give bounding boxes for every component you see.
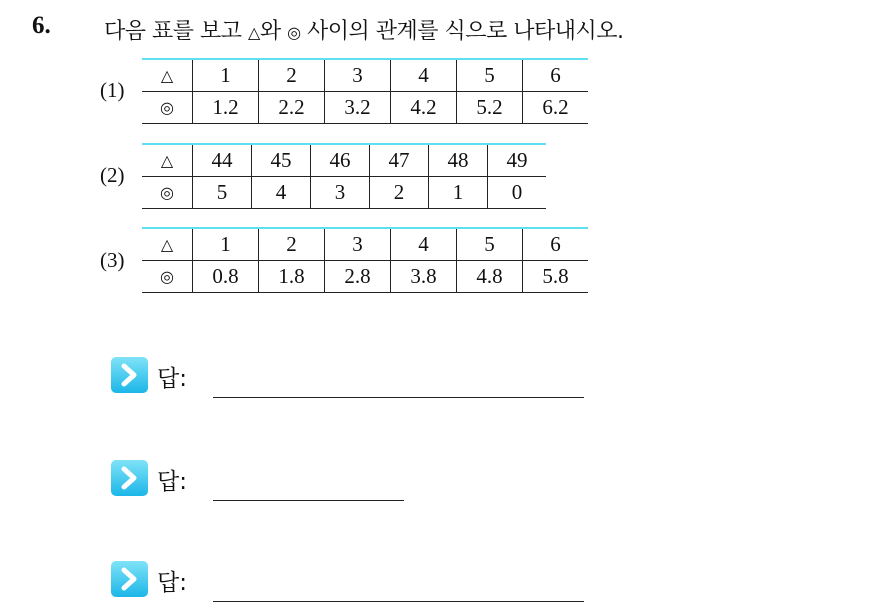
table-cell: 4 — [391, 59, 457, 92]
table-cell: 3 — [311, 177, 370, 209]
table-cell: 4 — [391, 228, 457, 261]
table-header-circle: ◎ — [160, 183, 174, 202]
table-cell: 5 — [457, 228, 523, 261]
table-cell: 4 — [252, 177, 311, 209]
question-text — [104, 14, 624, 45]
answer-label: 답: — [157, 570, 187, 596]
table-cell: 3.8 — [391, 261, 457, 293]
table-cell: 5.8 — [523, 261, 589, 293]
table-header-circle: ◎ — [160, 98, 174, 117]
table-cell: 44 — [193, 144, 252, 177]
table-header-triangle: △ — [142, 228, 193, 261]
chevron-right-icon — [111, 460, 148, 496]
table-cell: 1 — [193, 228, 259, 261]
table-cell: 5 — [193, 177, 252, 209]
table-cell: 4.2 — [391, 92, 457, 124]
table-cell: 0 — [488, 177, 547, 209]
table-header-triangle: △ — [142, 144, 193, 177]
table-cell: 45 — [252, 144, 311, 177]
table-cell: 1 — [193, 59, 259, 92]
value-table-3 — [142, 227, 588, 293]
table-cell: 3 — [325, 228, 391, 261]
table-cell: 5 — [457, 59, 523, 92]
part-1-label: (1) — [100, 78, 125, 102]
table-cell: 49 — [488, 144, 547, 177]
answer-line[interactable] — [213, 500, 404, 501]
question-number: 6. — [32, 12, 51, 39]
table-cell: 46 — [311, 144, 370, 177]
table-cell: 0.8 — [193, 261, 259, 293]
value-table-1 — [142, 58, 588, 124]
table-cell: 2 — [259, 59, 325, 92]
table-cell: 2 — [370, 177, 429, 209]
chevron-right-icon — [111, 561, 148, 597]
table-header-circle: ◎ — [160, 267, 174, 286]
table-cell: 48 — [429, 144, 488, 177]
part-2-label: (2) — [100, 163, 125, 187]
double-circle-symbol: ◎ — [287, 23, 301, 42]
table-cell: 47 — [370, 144, 429, 177]
answer-label: 답: — [157, 366, 187, 392]
answer-label: 답: — [157, 469, 187, 495]
table-cell: 6 — [523, 59, 589, 92]
triangle-symbol: △ — [248, 23, 260, 42]
table-cell: 2 — [259, 228, 325, 261]
table-cell: 6.2 — [523, 92, 589, 124]
table-cell: 1.2 — [193, 92, 259, 124]
question-text-part-2: 와 — [259, 19, 288, 44]
table-cell: 2.8 — [325, 261, 391, 293]
table-cell: 4.8 — [457, 261, 523, 293]
value-table-2 — [142, 143, 546, 209]
table-cell: 5.2 — [457, 92, 523, 124]
question-text-part-3: 사이의 관계를 식으로 나타내시오. — [300, 19, 624, 44]
table-cell: 1 — [429, 177, 488, 209]
table-cell: 2.2 — [259, 92, 325, 124]
chevron-right-icon — [111, 357, 148, 393]
answer-line[interactable] — [213, 601, 584, 602]
question-text-part-1: 다음 표를 보고 — [104, 19, 248, 44]
table-cell: 6 — [523, 228, 589, 261]
table-header-triangle: △ — [142, 59, 193, 92]
table-cell: 1.8 — [259, 261, 325, 293]
table-cell: 3 — [325, 59, 391, 92]
answer-line[interactable] — [213, 397, 584, 398]
part-3-label: (3) — [100, 248, 125, 272]
table-cell: 3.2 — [325, 92, 391, 124]
